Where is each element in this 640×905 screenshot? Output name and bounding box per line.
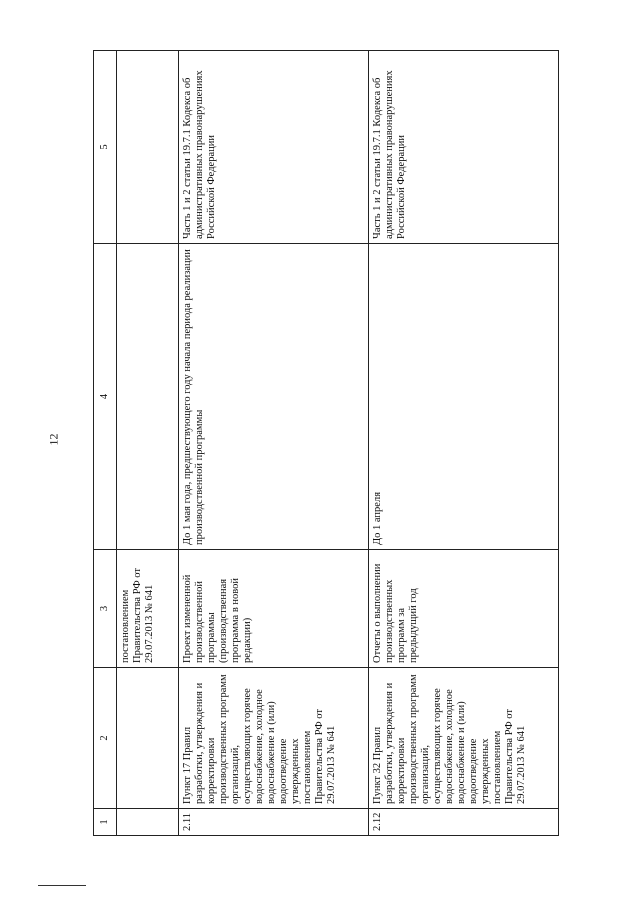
column-number-2: 2 [94, 668, 117, 809]
table-row [369, 51, 559, 836]
footnote-rule [38, 885, 86, 886]
row-number: 2.11 [179, 809, 369, 836]
column-number-4: 4 [94, 244, 117, 550]
row-number: 2.12 [369, 809, 559, 836]
column-number-3: 3 [94, 550, 117, 668]
column-number-1: 1 [94, 809, 117, 836]
legal-basis-cell: Пункт 32 Правил разработки, утверждения и корректировки производственных программ организаций, осуществляющих горячее водоснабжение, холодное водоснабжение и (или) водоотведение утвержденных постановлением Правительства РФ от 29.07.2013 № 641 [369, 668, 559, 809]
continuation-row [117, 51, 179, 836]
table-cell [117, 668, 179, 809]
document-cell: Проект измененной производственной программы (производственная программа в новой редакции) [179, 550, 369, 668]
page-number: 12 [46, 433, 61, 446]
deadline-cell: До 1 апреля [369, 244, 559, 550]
liability-cell: Часть 1 и 2 статьи 19.7.1 Кодекса об административных правонарушениях Российской Федерации [179, 51, 369, 244]
regulation-table [93, 50, 559, 836]
column-number-5: 5 [94, 51, 117, 244]
table-cell [117, 51, 179, 244]
table-row [179, 51, 369, 836]
rotated-table-frame [93, 51, 555, 836]
deadline-cell: До 1 мая года, предшествующего году начала периода реализации производственной программы [179, 244, 369, 550]
table-container [93, 51, 555, 836]
table-cell [117, 809, 179, 836]
continued-document-cell: постановлением Правительства РФ от 29.07.2013 № 641 [117, 550, 179, 668]
liability-cell: Часть 1 и 2 статьи 19.7.1 Кодекса об административных правонарушениях Российской Федерации [369, 51, 559, 244]
legal-basis-cell: Пункт 17 Правил разработки, утверждения и корректировки производственных программ организаций, осуществляющих горячее водоснабжение, холодное водоснабжение и (или) водоотведение утвержденных постановлением Правительства РФ от 29.07.2013 № 641 [179, 668, 369, 809]
column-number-row [94, 51, 117, 836]
table-cell [117, 244, 179, 550]
document-cell: Отчеты о выполнении производственных программ за предыдущий год [369, 550, 559, 668]
